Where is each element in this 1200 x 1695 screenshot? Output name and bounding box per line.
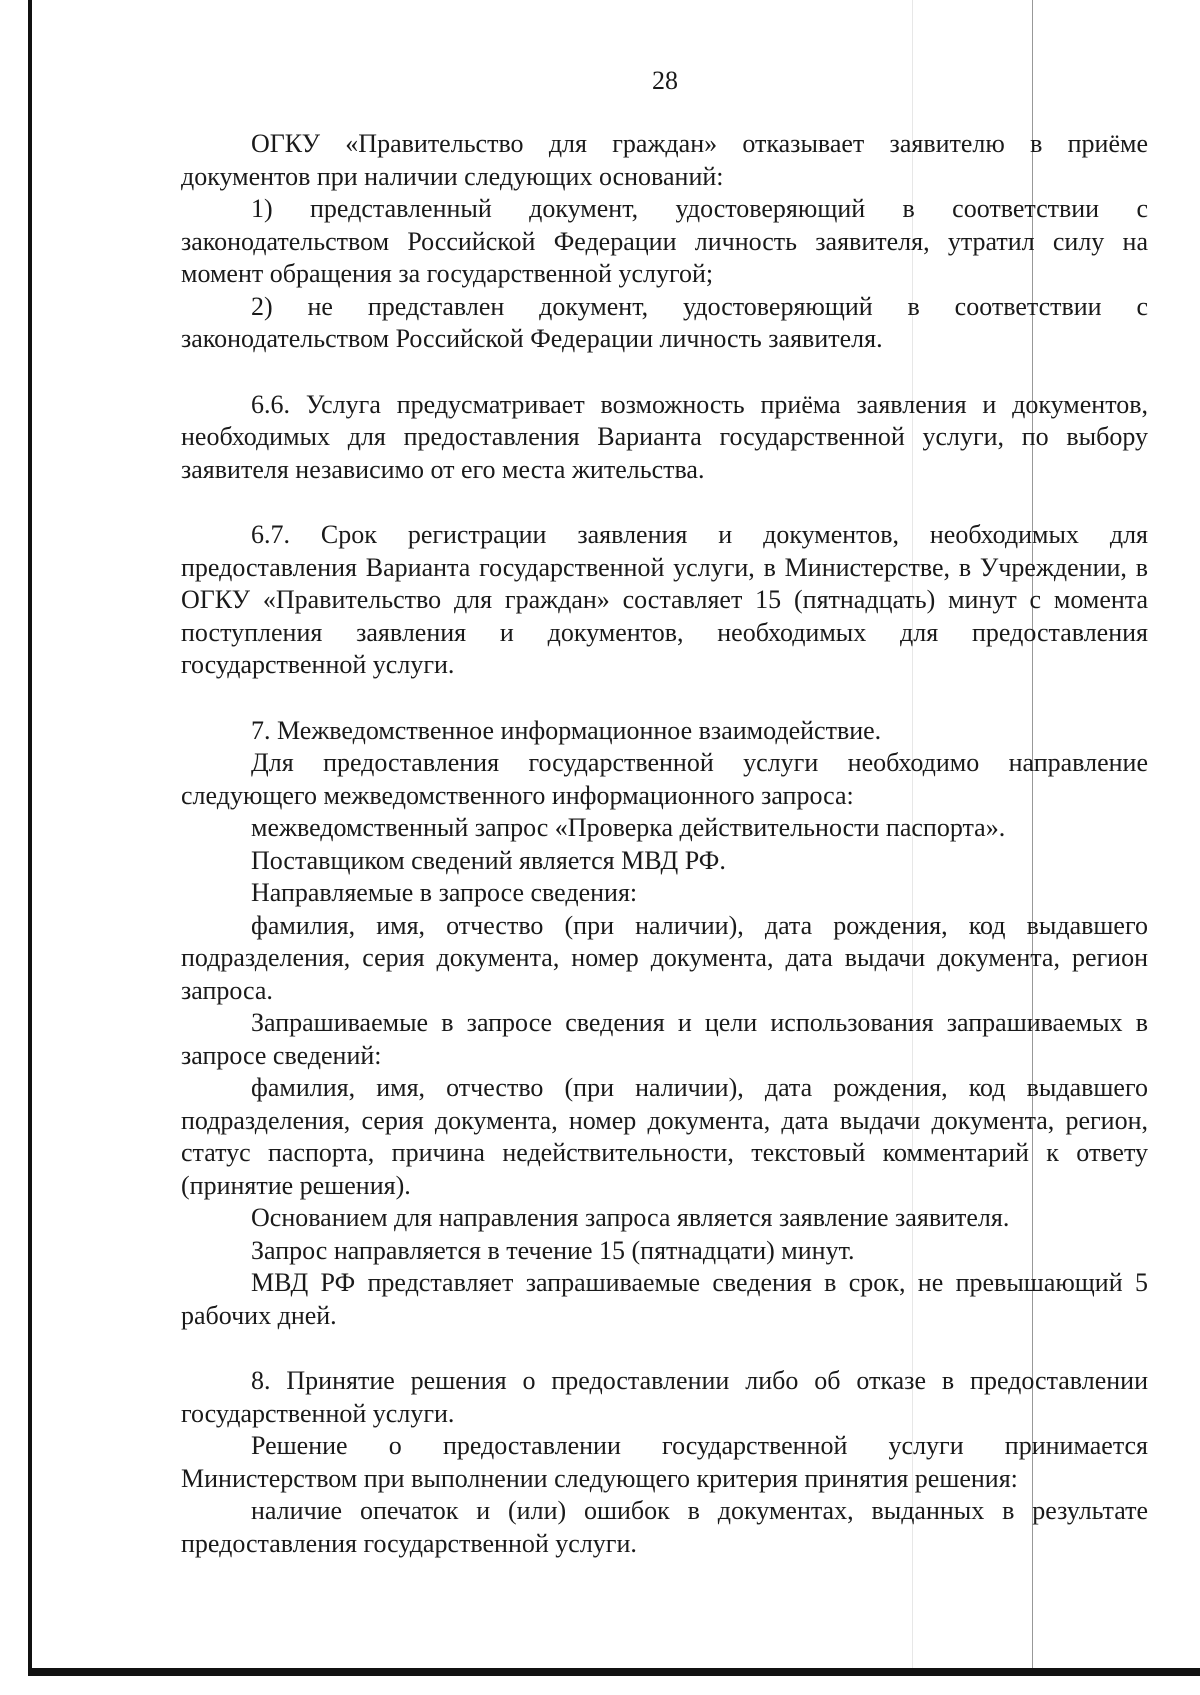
paragraph-refusal-reason-1: 1) представленный документ, удостоверяющий в соответствии с законодательством Российской Федерации личность заявителя, утратил силу на момент обращения за государственной услугой; (181, 194, 1148, 288)
paragraph-6-7: 6.7. Срок регистрации заявления и документов, необходимых для предоставления Варианта государственной услуги, в Министерстве, в Учреждении, в ОГКУ «Правительство для граждан» составляет 15 (пятнадцать) минут с момента поступления заявления и документов, необходимых для предоставления государственной услуги. (181, 520, 1148, 679)
paragraph-7-requested-data-heading: Запрашиваемые в запросе сведения и цели использования запрашиваемых в запросе сведений: (181, 1008, 1148, 1070)
scan-border-bottom (28, 1668, 1200, 1676)
paragraph-refusal-reason-2: 2) не представлен документ, удостоверяющий в соответствии с законодательством Российской Федерации личность заявителя. (181, 291, 1148, 353)
paragraph-6-6: 6.6. Услуга предусматривает возможность приёма заявления и документов, необходимых для предоставления Варианта государственной услуги, по выбору заявителя независимо от его места жительства. (181, 389, 1148, 484)
paragraph-7-response-term: МВД РФ представляет запрашиваемые сведения в срок, не превышающий 5 рабочих дней. (181, 1268, 1148, 1330)
paragraph-8-decision: Решение о предоставлении государственной услуги принимается Министерством при выполнении следующего критерия принятия решения: (181, 1431, 1148, 1493)
paragraph-7-requested-data: фамилия, имя, отчество (при наличии), дата рождения, код выдавшего подразделения, серия документа, номер документа, дата выдачи документа, регион, статус паспорта, причина недействительности, текстовый комментарий к ответу (принятие решения). (181, 1073, 1148, 1200)
paragraph-refusal-intro: ОГКУ «Правительство для граждан» отказывает заявителю в приёме документов при наличии следующих оснований: (181, 129, 1148, 191)
paragraph-7-request-name: межведомственный запрос «Проверка действительности паспорта». (251, 813, 1006, 842)
paragraph-7-sent-data-heading: Направляемые в запросе сведения: (251, 878, 638, 907)
section-gap (181, 486, 1148, 519)
document-body (181, 128, 1148, 1560)
paragraph-8-criterion: наличие опечаток и (или) ошибок в документах, выданных в результате предоставления государственной услуги. (181, 1496, 1148, 1558)
section-gap (181, 1332, 1148, 1365)
section-8-heading: 8. Принятие решения о предоставлении либо об отказе в предоставлении государственной услуги. (181, 1366, 1148, 1428)
scan-border-left (28, 0, 32, 1672)
paragraph-7-basis: Основанием для направления запроса является заявление заявителя. (251, 1203, 1010, 1232)
paragraph-7-intro: Для предоставления государственной услуги необходимо направление следующего межведомственного информационного запроса: (181, 748, 1148, 810)
paragraph-7-timing: Запрос направляется в течение 15 (пятнадцати) минут. (251, 1235, 855, 1265)
section-gap (181, 356, 1148, 389)
page-number: 28 (652, 66, 678, 95)
paragraph-7-provider: Поставщиком сведений является МВД РФ. (251, 845, 726, 875)
section-7-heading: 7. Межведомственное информационное взаимодействие. (251, 715, 882, 745)
section-gap (181, 682, 1148, 715)
paragraph-7-sent-data: фамилия, имя, отчество (при наличии), дата рождения, код выдавшего подразделения, серия документа, номер документа, дата выдачи документа, регион запроса. (181, 910, 1148, 1005)
